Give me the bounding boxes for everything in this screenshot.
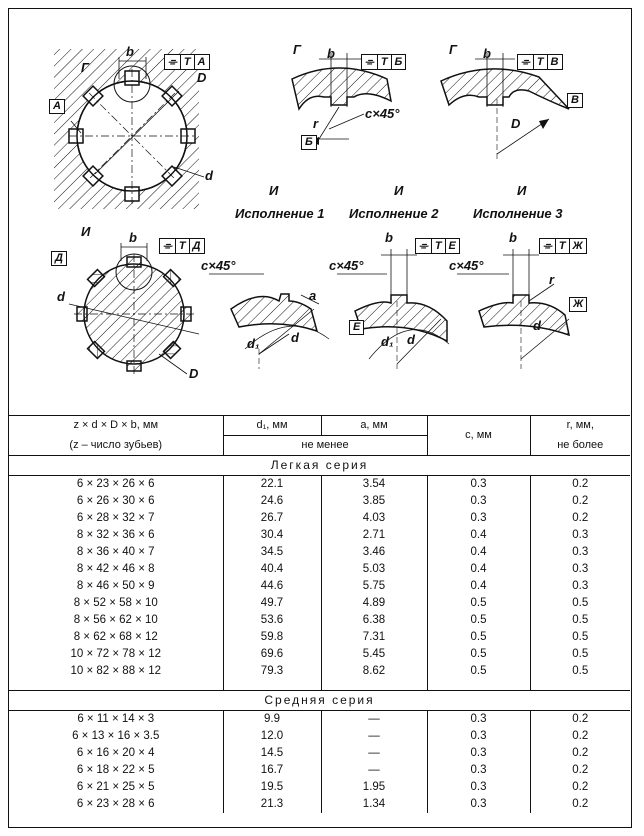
table-row xyxy=(9,510,630,527)
cell-d1: 44.6 xyxy=(223,578,321,595)
cell-a: — xyxy=(321,728,427,745)
cell-size: 6 × 26 × 30 × 6 xyxy=(9,493,223,510)
label-a: a xyxy=(309,288,317,303)
cell-c: 0.3 xyxy=(427,779,530,796)
cell-c: 0.3 xyxy=(427,745,530,762)
cell-c: 0.4 xyxy=(427,544,530,561)
table-row xyxy=(9,476,630,494)
table-row xyxy=(9,527,630,544)
label-D-big: D xyxy=(189,366,199,381)
label-d1: d₁ xyxy=(247,336,260,351)
table-row xyxy=(9,745,630,762)
chamfer-label: c×45° xyxy=(449,258,484,273)
cell-a: 3.46 xyxy=(321,544,427,561)
spline-dimensions-table xyxy=(9,415,630,813)
header-c: c, мм xyxy=(427,416,530,456)
cell-r: 0.5 xyxy=(572,631,589,643)
tolerance-frame-a xyxy=(164,54,210,70)
execution-2-drawing xyxy=(355,249,449,369)
label-d: d xyxy=(533,318,541,333)
header-d1: d₁, мм xyxy=(223,416,321,436)
hole-section-drawing xyxy=(54,49,207,209)
chamfer-label: c×45° xyxy=(329,258,364,273)
dim-b-label: b xyxy=(327,46,335,61)
tolerance-t: T xyxy=(555,239,569,253)
section-zh-box: Ж xyxy=(569,297,587,312)
medium-series-body xyxy=(9,711,630,814)
dim-b-label: b xyxy=(385,230,393,245)
cell-d1: 24.6 xyxy=(223,493,321,510)
table-row xyxy=(9,646,630,663)
cell-a: 5.75 xyxy=(321,578,427,595)
table-row xyxy=(9,544,630,561)
dim-b-label: b xyxy=(509,230,517,245)
tolerance-base: Е xyxy=(445,239,459,253)
symmetry-icon: ⌯ xyxy=(521,56,530,68)
cell-d1: 12.0 xyxy=(223,728,321,745)
cell-a: — xyxy=(321,762,427,779)
table-header-row-2 xyxy=(9,436,630,456)
table-row xyxy=(9,595,630,612)
cell-c: 0.3 xyxy=(427,476,530,494)
label-D-mid: D xyxy=(511,116,521,131)
cell-d1: 34.5 xyxy=(223,544,321,561)
tolerance-frame-v xyxy=(517,54,563,70)
tolerance-base: Ж xyxy=(569,239,586,253)
cell-r: 0.5 xyxy=(572,665,589,677)
cell-c: 0.5 xyxy=(427,612,530,629)
label-D-upper: D xyxy=(197,70,207,85)
cell-c: 0.4 xyxy=(427,527,530,544)
light-series-body xyxy=(9,476,630,681)
label-d1: d₁ xyxy=(381,334,394,349)
cell-a: 1.95 xyxy=(321,779,427,796)
cell-size: 6 × 21 × 25 × 5 xyxy=(9,779,223,796)
cell-r: 0.2 xyxy=(572,730,589,742)
execution-3-drawing xyxy=(479,249,569,369)
symmetry-icon: ⌯ xyxy=(365,56,374,68)
data-table xyxy=(9,415,630,813)
label-d: d xyxy=(291,330,299,345)
tolerance-frame-zh xyxy=(539,238,587,254)
label-r: r xyxy=(313,116,319,131)
symmetry-icon: ⌯ xyxy=(543,240,552,252)
light-series-title-row xyxy=(9,456,630,476)
cell-size: 10 × 82 × 88 × 12 xyxy=(9,663,223,680)
cell-c: 0.3 xyxy=(427,762,530,779)
section-a-box: А xyxy=(49,99,65,114)
symmetry-icon: ⌯ xyxy=(163,240,172,252)
tolerance-base: В xyxy=(547,55,562,69)
cell-size: 6 × 18 × 22 × 5 xyxy=(9,762,223,779)
table-row xyxy=(9,779,630,796)
tolerance-t: T xyxy=(533,55,547,69)
header-a: a, мм xyxy=(321,416,427,436)
tolerance-t: T xyxy=(175,239,189,253)
cell-r: 0.2 xyxy=(572,478,589,490)
cell-a: 5.45 xyxy=(321,646,427,663)
cell-r: 0.3 xyxy=(572,580,589,592)
cell-a: 2.71 xyxy=(321,527,427,544)
cell-size: 8 × 46 × 50 × 9 xyxy=(9,578,223,595)
cell-d1: 26.7 xyxy=(223,510,321,527)
cell-size: 8 × 32 × 36 × 6 xyxy=(9,527,223,544)
table-row xyxy=(9,663,630,680)
cell-d1: 19.5 xyxy=(223,779,321,796)
cell-r: 0.3 xyxy=(572,546,589,558)
cell-r: 0.2 xyxy=(572,512,589,524)
header-size: z × d × D × b, мм xyxy=(9,416,223,436)
cell-a: — xyxy=(321,745,427,762)
cell-a: 4.89 xyxy=(321,595,427,612)
cell-a: 3.85 xyxy=(321,493,427,510)
table-row xyxy=(9,578,630,595)
cell-size: 6 × 23 × 28 × 6 xyxy=(9,796,223,813)
label-d-left: d xyxy=(57,289,65,304)
cell-a: 8.62 xyxy=(321,663,427,680)
execution-2-title: Исполнение 2 xyxy=(349,206,439,221)
light-series-title: Легкая серия xyxy=(9,456,630,476)
section-v-box: В xyxy=(567,93,583,108)
cell-c: 0.5 xyxy=(427,646,530,663)
cell-d1: 79.3 xyxy=(223,663,321,680)
header-r: r, мм, xyxy=(530,416,630,436)
tolerance-frame-d xyxy=(159,238,205,254)
cell-d1: 40.4 xyxy=(223,561,321,578)
cell-c: 0.5 xyxy=(427,629,530,646)
cell-c: 0.3 xyxy=(427,510,530,527)
section-b-box: Б xyxy=(301,135,317,150)
cell-r: 0.5 xyxy=(572,614,589,626)
cell-size: 10 × 72 × 78 × 12 xyxy=(9,646,223,663)
table-row xyxy=(9,728,630,745)
section-d-box: Д xyxy=(51,251,67,266)
table-header-row-1 xyxy=(9,416,630,436)
cell-r: 0.5 xyxy=(572,597,589,609)
document-sheet xyxy=(8,8,632,828)
header-size-note: (z – число зубьев) xyxy=(9,436,223,456)
cell-d1: 14.5 xyxy=(223,745,321,762)
chamfer-label: c×45° xyxy=(365,106,400,121)
table-row xyxy=(9,762,630,779)
cell-d1: 9.9 xyxy=(223,711,321,729)
cell-d1: 49.7 xyxy=(223,595,321,612)
cell-d1: 22.1 xyxy=(223,476,321,494)
execution-marker: И xyxy=(269,183,279,198)
cell-d1: 53.6 xyxy=(223,612,321,629)
execution-marker: И xyxy=(394,183,404,198)
cell-d1: 16.7 xyxy=(223,762,321,779)
shaft-section-drawing xyxy=(69,243,199,374)
table-row xyxy=(9,629,630,646)
cell-c: 0.4 xyxy=(427,561,530,578)
cell-a: 1.34 xyxy=(321,796,427,813)
cell-c: 0.3 xyxy=(427,493,530,510)
spacer-row xyxy=(9,680,630,691)
label-g: Г xyxy=(81,60,89,75)
dim-b-label: b xyxy=(129,230,137,245)
label-g: Г xyxy=(449,42,457,57)
cell-size: 6 × 28 × 32 × 7 xyxy=(9,510,223,527)
medium-series-title-row xyxy=(9,691,630,711)
cell-c: 0.5 xyxy=(427,595,530,612)
cell-c: 0.3 xyxy=(427,728,530,745)
cell-size: 8 × 42 × 46 × 8 xyxy=(9,561,223,578)
cell-a: 4.03 xyxy=(321,510,427,527)
cell-r: 0.2 xyxy=(572,747,589,759)
cell-size: 6 × 16 × 20 × 4 xyxy=(9,745,223,762)
cell-d1: 30.4 xyxy=(223,527,321,544)
symmetry-icon: ⌯ xyxy=(168,56,177,68)
cell-size: 8 × 52 × 58 × 10 xyxy=(9,595,223,612)
cell-c: 0.3 xyxy=(427,796,530,813)
label-r: r xyxy=(549,272,555,287)
cell-size: 6 × 23 × 26 × 6 xyxy=(9,476,223,494)
tolerance-base: Б xyxy=(391,55,406,69)
section-e-box: Е xyxy=(349,320,364,335)
cell-r: 0.2 xyxy=(572,798,589,810)
dim-b-label: b xyxy=(126,44,134,59)
cell-size: 8 × 36 × 40 × 7 xyxy=(9,544,223,561)
medium-series-title: Средняя серия xyxy=(9,691,630,711)
cell-c: 0.4 xyxy=(427,578,530,595)
chamfer-label: c×45° xyxy=(201,258,236,273)
table-row xyxy=(9,561,630,578)
cell-size: 6 × 13 × 16 × 3.5 xyxy=(9,728,223,745)
tolerance-frame-e xyxy=(415,238,460,254)
table-row xyxy=(9,612,630,629)
cell-c: 0.5 xyxy=(427,663,530,680)
table-row xyxy=(9,711,630,729)
cell-c: 0.3 xyxy=(427,711,530,729)
tolerance-t: T xyxy=(431,239,445,253)
cell-size: 8 × 62 × 68 × 12 xyxy=(9,629,223,646)
cell-r: 0.3 xyxy=(572,563,589,575)
execution-1-drawing xyxy=(231,294,329,369)
cell-d1: 21.3 xyxy=(223,796,321,813)
cell-r: 0.2 xyxy=(572,781,589,793)
tolerance-t: T xyxy=(377,55,391,69)
tolerance-base: Д xyxy=(189,239,204,253)
cell-r: 0.2 xyxy=(572,713,589,725)
cell-a: 6.38 xyxy=(321,612,427,629)
drawings-area xyxy=(9,9,630,415)
cell-r: 0.2 xyxy=(572,764,589,776)
label-i: И xyxy=(81,224,91,239)
cell-a: — xyxy=(321,711,427,729)
symmetry-icon: ⌯ xyxy=(419,240,428,252)
dim-b-label: b xyxy=(483,46,491,61)
cell-size: 8 × 56 × 62 × 10 xyxy=(9,612,223,629)
tolerance-t: T xyxy=(180,55,194,69)
header-r-note: не более xyxy=(557,438,604,451)
label-d-lower: d xyxy=(205,168,213,183)
cell-a: 5.03 xyxy=(321,561,427,578)
table-row xyxy=(9,796,630,813)
cell-d1: 69.6 xyxy=(223,646,321,663)
cell-r: 0.5 xyxy=(572,648,589,660)
label-d: d xyxy=(407,332,415,347)
cell-size: 6 × 11 × 14 × 3 xyxy=(9,711,223,729)
execution-1-title: Исполнение 1 xyxy=(235,206,325,221)
header-not-less: не менее xyxy=(223,436,427,456)
cell-a: 3.54 xyxy=(321,476,427,494)
tolerance-frame-b xyxy=(361,54,406,70)
execution-3-title: Исполнение 3 xyxy=(473,206,563,221)
cell-r: 0.3 xyxy=(572,529,589,541)
cell-r: 0.2 xyxy=(572,495,589,507)
table-row xyxy=(9,493,630,510)
cell-a: 7.31 xyxy=(321,629,427,646)
cell-d1: 59.8 xyxy=(223,629,321,646)
tolerance-base: А xyxy=(194,55,209,69)
execution-marker: И xyxy=(517,183,527,198)
label-g: Г xyxy=(293,42,301,57)
